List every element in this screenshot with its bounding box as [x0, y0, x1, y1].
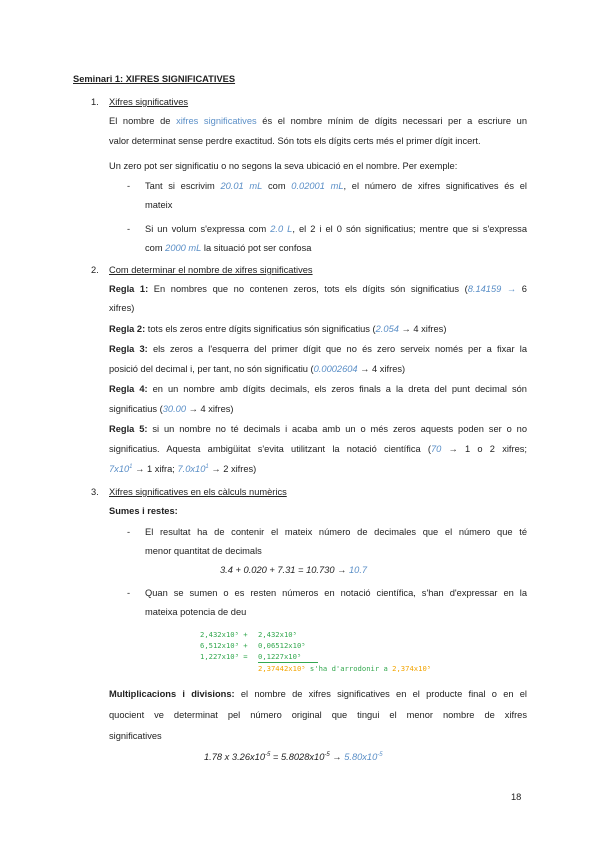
section-1-paragraph-line-1: El nombre de xifres significatives és el nombre mínim de dígits necessari per a escriure un	[109, 116, 527, 126]
table-row-3-left: 1,227x10³ =	[200, 652, 248, 661]
section-1-number: 1.	[91, 97, 99, 107]
section-1-paragraph-2: Un zero pot ser significatiu o no segons la seva ubicació en el nombre. Per exemple:	[109, 161, 458, 171]
page-number: 18	[511, 792, 522, 802]
mult-line-1: Multiplicacions i divisions: el nombre de xifres significatives en el producte final o en el	[109, 689, 528, 699]
mult-line-2: quocient ve determinat pel número original que tingui el menor nombre de xifres	[109, 710, 527, 720]
section-2-heading: Com determinar el nombre de xifres significatives	[109, 265, 313, 275]
bullet-1-line-2: mateix	[145, 200, 173, 210]
table-row-1-right: 2,432x10⁵	[258, 630, 297, 639]
scientific-sum-table	[200, 629, 432, 677]
table-row-1-left: 2,432x10⁵ +	[200, 630, 248, 639]
rule-1-line-1: Regla 1: En nombres que no contenen zeros, tots els dígits són significatius (8.14159 → 6	[109, 284, 527, 294]
bullet-1-dash: -	[127, 181, 131, 191]
section-3-heading: Xifres significatives en els càlculs numèrics	[109, 487, 287, 497]
bullet-2-dash: -	[127, 224, 131, 234]
formula-product: 1.78 x $3.26x10^{-5} = 5.8028x10^{-5} \to 5.80x10^{-5}$	[204, 751, 383, 762]
rule-1-line-2: xifres)	[109, 303, 135, 313]
section-2-number: 2.	[91, 265, 99, 275]
rule-5-line-1: Regla 5: si un nombre no té decimals i acaba amb un o més zeros aquests poden ser o no	[109, 424, 527, 434]
value-2000-ml: 2000 mL	[165, 243, 202, 253]
rule-5-line-3: $7x10^1 \to 1$ xifra; $7.0x10^1 \to 2$ xifres)	[109, 463, 257, 474]
bullet-2-line-1: Si un volum s'expressa com 2.0 L, el 2 i el 0 són significatius; mentre que si s'expressa	[145, 224, 527, 234]
mult-line-3: significatives	[109, 731, 162, 741]
s3-bullet-1-line-1: El resultat ha de contenir el mateix número de decimales que el número que té	[145, 527, 527, 537]
rule-4-line-1: Regla 4: en un nombre amb dígits decimals, els zeros finals a la dreta del punt decimal són	[109, 384, 527, 394]
s3-bullet-1-line-2: menor quantitat de decimals	[145, 546, 262, 556]
formula-sum: 3.4 + 0.020 + 7.31 = 10.730 → 10.7	[220, 565, 368, 575]
rule-3-line-2: posició del decimal i, per tant, no són significatiu (0.0002604 → 4 xifres)	[109, 364, 406, 374]
s3-bullet-2-line-2: mateixa potencia de deu	[145, 607, 247, 617]
term-xifres-significatives: xifres significatives	[176, 116, 257, 126]
bullet-2-line-2: com 2000 mL la situació pot ser confosa	[145, 243, 312, 253]
section-1-heading: Xifres significatives	[109, 97, 189, 107]
section-1-paragraph-line-2: valor determinat sense perdre exactitud. Són tots els dígits certs més el primer dígit incert.	[109, 136, 481, 146]
bullet-1-line-1: Tant si escrivim 20.01 mL com 0.02001 mL, el número de xifres significatives és el	[145, 181, 527, 191]
table-row-2-left: 6,512x10³ +	[200, 641, 248, 650]
section-3-number: 3.	[91, 487, 99, 497]
s3-bullet-1-dash: -	[127, 527, 131, 537]
rule-3-line-1: Regla 3: els zeros a l'esquerra del primer dígit que no és zero serveix només per a fixar la	[109, 344, 527, 354]
page-title: Seminari 1: XIFRES SIGNIFICATIVES	[73, 74, 236, 84]
table-result: 2,37442x10⁵ s'ha d'arrodonir a 2,374x10⁵	[258, 664, 432, 673]
s3-bullet-2-line-1: Quan se sumen o es resten números en notació científica, s'han d'expressar en la	[145, 588, 527, 598]
sumes-restes-heading: Sumes i restes:	[109, 506, 178, 516]
rule-4-line-2: significatius (30.00 → 4 xifres)	[109, 404, 234, 414]
value-20-01-ml: 20.01 mL	[220, 181, 263, 191]
table-row-3-right: 0,1227x10⁵	[258, 652, 302, 661]
value-0-02001-ml: 0.02001 mL	[291, 181, 344, 191]
rule-5-line-2: significatius. Aquesta ambigüitat s'evita utilitzant la notació científica (70 → 1 o 2 xifres;	[109, 444, 527, 454]
rule-2: Regla 2: tots els zeros entre dígits significatius són significatius (2.054 → 4 xifres)	[109, 324, 447, 334]
table-row-2-right: 0,06512x10⁵	[258, 641, 306, 650]
value-2-0-l: 2.0 L	[270, 224, 293, 234]
s3-bullet-2-dash: -	[127, 588, 131, 598]
